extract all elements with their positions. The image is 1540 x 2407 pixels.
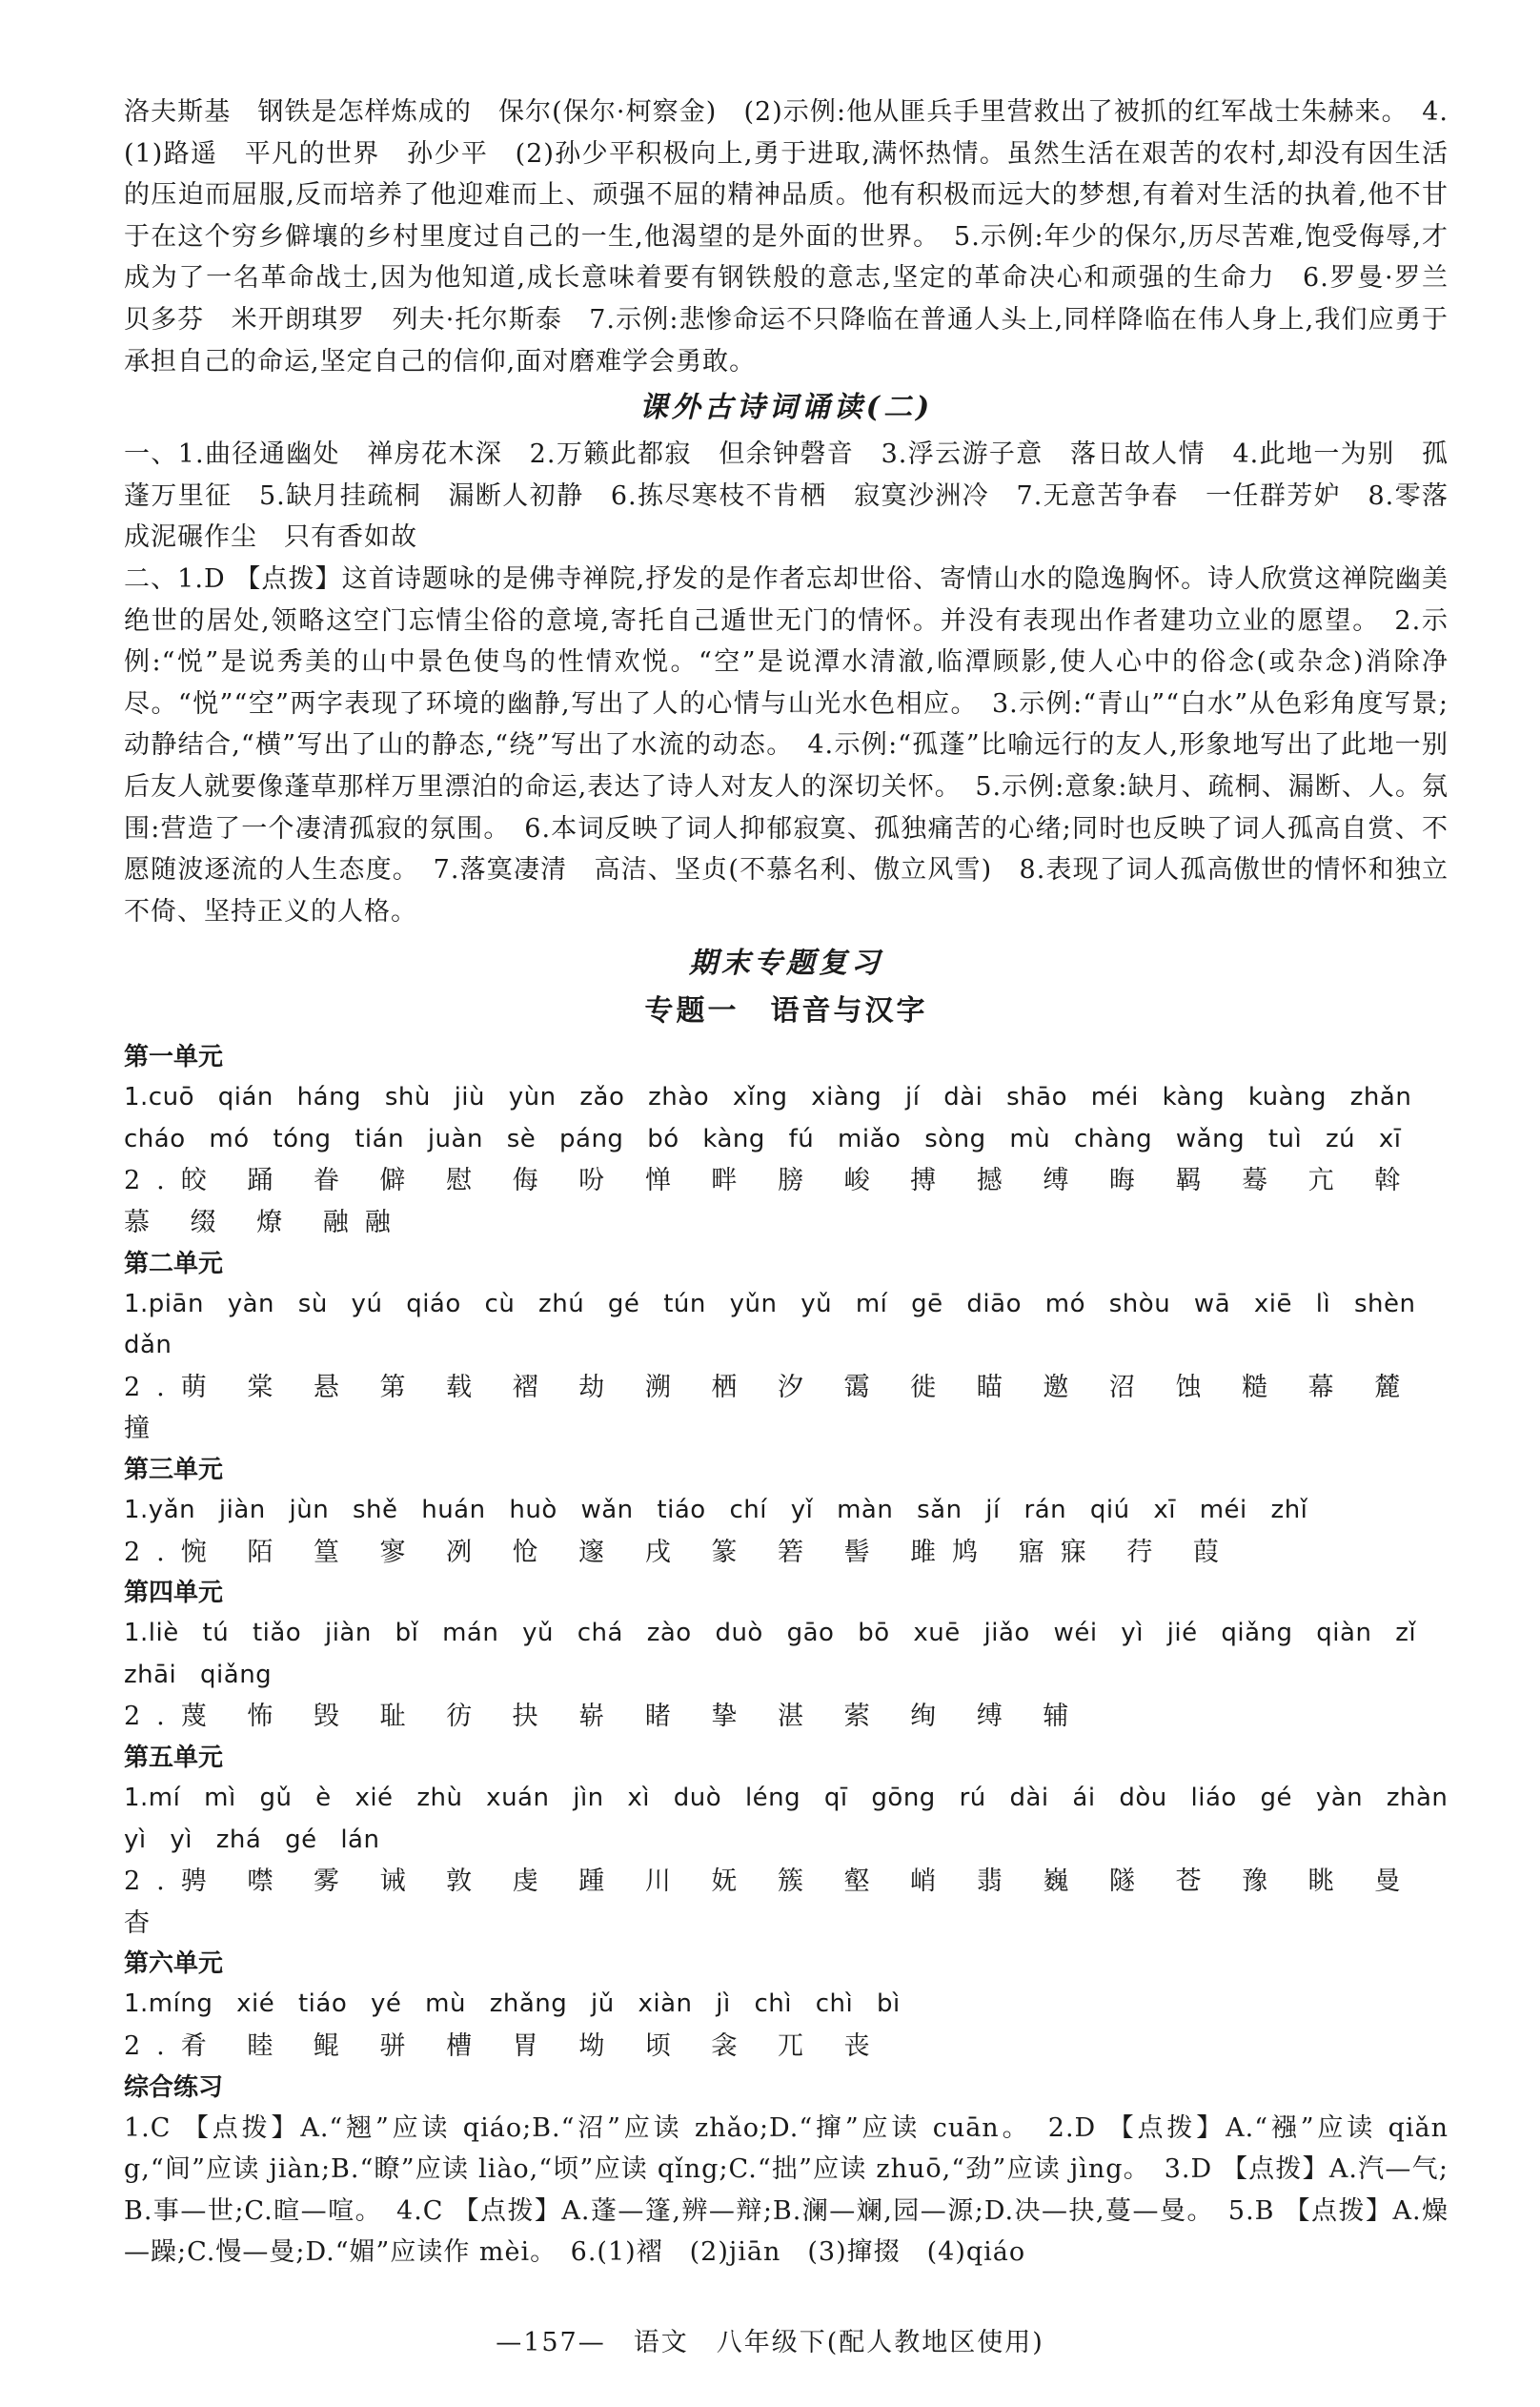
unit-block-2: [124, 1244, 1449, 1450]
unit-title: 第二单元: [124, 1249, 224, 1278]
continuation-paragraph: 洛夫斯基 钢铁是怎样炼成的 保尔(保尔·柯察金) (2)示例:他从匪兵手里营救出了被抓的红军战士朱赫来。 4.(1)路遥 平凡的世界 孙少平 (2)孙少平积极向上,勇于进取,满怀热情。虽然生活在艰苦的农村,却没有因生活的压迫而屈服,反而培养了他迎难而上、顽强不屈的精神品质。他有积极而远大的梦想,有着对生活的执着,他不甘于在这个穷乡僻壤的乡村里度过自己的一生,他渴望的是外面的世界。 5.示例:年少的保尔,历尽苦难,饱受侮辱,才成为了一名革命战士,因为他知道,成长意味着要有钢铁般的意志,坚定的革命决心和顽强的生命力 6.罗曼·罗兰 贝多芬 米开朗琪罗 列夫·托尔斯泰 7.示例:悲惨命运不只降临在普通人头上,同样降临在伟人身上,我们应勇于承担自己的命运,坚定自己的信仰,面对磨难学会勇敢。: [124, 97, 1475, 377]
unit-characters: 2.萌 棠 悬 第 载 褶 劫 溯 栖 汐 霭 徙 瞄 邀 沼 蚀 糙 幕 麓 撞: [124, 1372, 1417, 1444]
poetry-section-title: 课外古诗词诵读(二): [638, 391, 934, 425]
unit-pinyin: 1.liè tú tiǎo jiàn bǐ mán yǔ chá zào duò gāo bō xuē jiǎo wéi yì jié qiǎng qiàn zǐ zhāi qiǎng: [124, 1619, 1417, 1689]
unit-title: 第六单元: [124, 1949, 224, 1979]
unit-pinyin: 1.piān yàn sù yú qiáo cù zhú gé tún yǔn yǔ mí gē diāo mó shòu wā xiē lì shèn dǎn: [124, 1289, 1416, 1360]
unit-characters: 2.皎 踊 眷 僻 慰 侮 吩 惮 畔 膀 峻 搏 撼 缚 晦 羁 蓦 亢 斡 慕 缀 燎 融融: [124, 1166, 1417, 1238]
practice-answers: 1.C 【点拨】A.“翘”应读 qiáo;B.“沼”应读 zhǎo;D.“撺”应读 cuān。 2.D 【点拨】A.“襁”应读 qiǎng,“间”应读 jiàn;B.“瞭”应读 liào,“顷”应读 qǐng;C.“拙”应读 zhuō,“劲”应读 jìng。 3.D 【点拨】A.汽—气;B.事—世;C.暄—喧。 4.C 【点拨】A.蓬—篷,辨—辩;B.澜—斓,园—源;D.决—抉,蔓—曼。 5.B 【点拨】A.燥—躁;C.慢—曼;D.“媚”应读作 mèi。 6.(1)褶 (2)jiān (3)撺掇 (4)qiáo: [124, 2112, 1449, 2268]
unit-block-3: [124, 1450, 1449, 1573]
unit-pinyin: 1.yǎn jiàn jùn shě huán huò wǎn tiáo chí yǐ màn sǎn jí rán qiú xī méi zhǐ: [124, 1496, 1308, 1525]
poetry-part-two: 二、1.D 【点拨】这首诗题咏的是佛寺禅院,抒发的是作者忘却世俗、寄情山水的隐逸胸怀。诗人欣赏这禅院幽美绝世的居处,领略这空门忘情尘俗的意境,寄托自己遁世无门的情怀。并没有表现出作者建功立业的愿望。 2.示例:“悦”是说秀美的山中景色使鸟的性情欢悦。“空”是说潭水清澈,临潭顾影,使人心中的俗念(或杂念)消除净尽。“悦”“空”两字表现了环境的幽静,写出了人的心情与山光水色相应。 3.示例:“青山”“白水”从色彩角度写景;动静结合,“横”写出了山的静态,“绕”写出了水流的动态。 4.示例:“孤蓬”比喻远行的友人,形象地写出了此地一别后友人就要像蓬草那样万里漂泊的命运,表达了诗人对友人的深切关怀。 5.示例:意象:缺月、疏桐、漏断、人。氛围:营造了一个凄清孤寂的氛围。 6.本词反映了词人抑郁寂寞、孤独痛苦的心绪;同时也反映了词人孤高自赏、不愿随波逐流的人生态度。 7.落寞凄清 高洁、坚贞(不慕名利、傲立风雪) 8.表现了词人孤高傲世的情怀和独立不倚、坚持正义的人格。: [124, 563, 1449, 927]
practice-title: 综合练习: [124, 2072, 224, 2102]
unit-characters: 2.蔑 怖 毁 耻 彷 抉 崭 睹 挚 湛 萦 绚 缚 辅: [124, 1702, 1085, 1732]
unit-block-5: [124, 1738, 1449, 1944]
unit-characters: 2.惋 陌 篁 寥 冽 怆 邃 戌 篆 箬 髻 雎鸠 寤寐 荇 葭: [124, 1537, 1235, 1567]
unit-block-1: [124, 1037, 1449, 1243]
unit-pinyin: 1.mí mì gǔ è xié zhù xuán jìn xì duò léng qī gōng rú dài ái dòu liáo gé yàn zhàn yì yì zhá gé lán: [124, 1784, 1449, 1854]
unit-characters: 2.肴 睦 鲲 骈 槽 胃 坳 顷 衾 兀 丧: [124, 2030, 886, 2061]
unit-block-4: [124, 1573, 1449, 1738]
unit-pinyin: 1.cuō qián háng shù jiù yùn zǎo zhào xǐng xiàng jí dài shāo méi kàng kuàng zhǎn cháo mó tóng tián juàn sè páng bó kàng fú miǎo sòng mù chàng wǎng tuì zú xī: [124, 1083, 1412, 1153]
unit-title: 第四单元: [124, 1579, 224, 1608]
unit-characters: 2.骋 噤 雾 诫 敦 虔 踵 川 妩 簇 壑 峭 翡 巍 隧 苍 豫 眺 曼 杳: [124, 1866, 1417, 1938]
page-footer: —157— 语文 八年级下(配人教地区使用): [496, 2328, 1044, 2357]
topic-one-title: 专题一 语音与汉字: [644, 994, 928, 1029]
unit-title: 第五单元: [124, 1744, 224, 1772]
unit-block-6: [124, 1944, 1449, 2067]
unit-pinyin: 1.míng xié tiáo yé mù zhǎng jǔ xiàn jì chì chì bì: [124, 1989, 901, 2019]
unit-title: 第一单元: [124, 1043, 224, 1072]
poetry-part-one: 一、1.曲径通幽处 禅房花木深 2.万籁此都寂 但余钟磬音 3.浮云游子意 落日故人情 4.此地一为别 孤蓬万里征 5.缺月挂疏桐 漏断人初静 6.拣尽寒枝不肯栖 寂寞沙洲冷 7.无意苦争春 一任群芳妒 8.零落成泥碾作尘 只有香如故: [124, 439, 1449, 553]
review-section-title: 期末专题复习: [689, 947, 883, 981]
unit-title: 第三单元: [124, 1456, 224, 1485]
practice-block: [124, 2068, 1449, 2274]
